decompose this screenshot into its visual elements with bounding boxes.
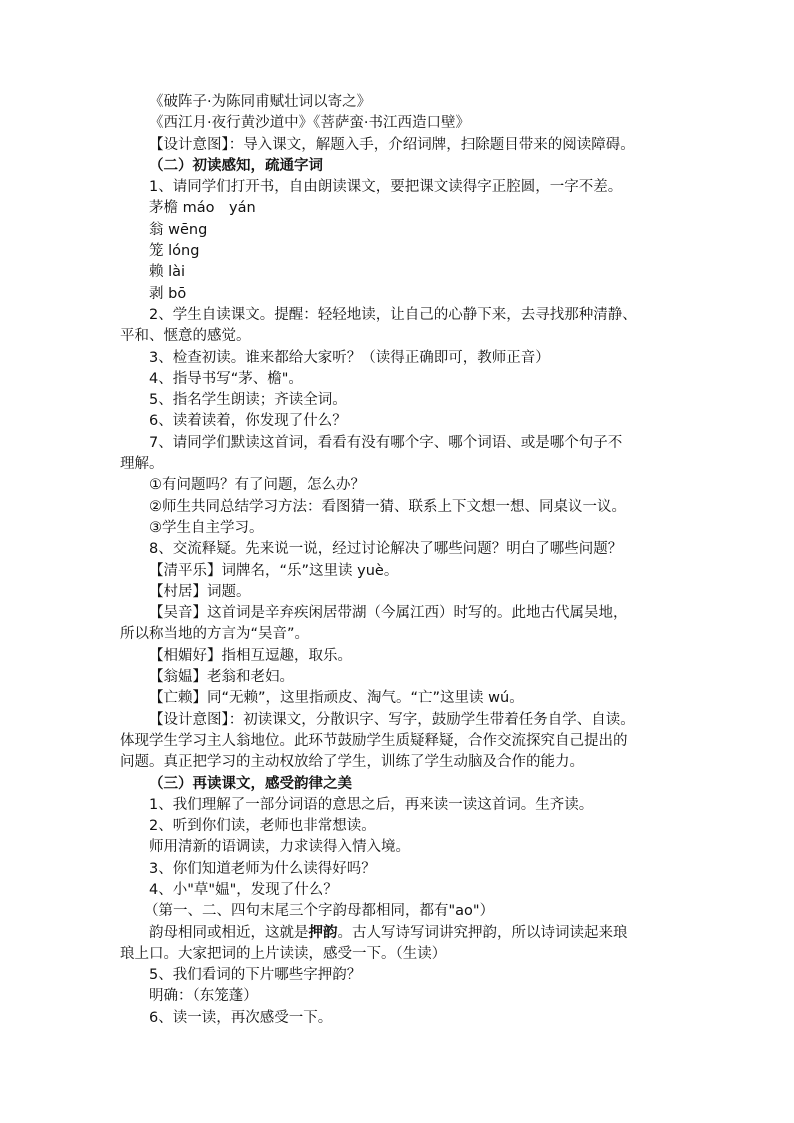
- step-8: 8、交流释疑。先来说一说，经过讨论解决了哪些问题？明白了哪些问题？: [149, 541, 623, 558]
- section-heading-3: （三）再读课文，感受韵律之美: [149, 775, 352, 792]
- rhyme-explanation: [120, 923, 680, 944]
- sub-step-2: ②师生共同总结学习方法：看图猜一猜、联系上下文想一想、同桌议一议。: [149, 498, 626, 515]
- step-6: 6、读着读着，你发现了什么？: [149, 413, 347, 430]
- design-intent-2: 【设计意图】：初读课文，分散识字、写字，鼓励学生带着任务自学、自读。: [149, 711, 635, 728]
- step-3: 3、检查初读。谁来都给大家听？（读得正确即可，教师正音）: [149, 349, 550, 366]
- step-7: 7、请同学们默读这首词，看看有没有哪个字、哪个词语、或是哪个句子不: [149, 434, 623, 451]
- rhyme-term: 押韵: [308, 924, 338, 941]
- vocab-item: 茅檐 máo yán: [149, 200, 256, 217]
- sub-step-3: ③学生自主学习。: [149, 519, 264, 536]
- vocab-item: 翁 wēng: [149, 221, 208, 238]
- gloss-item: 【清平乐】词牌名，“乐”这里读 yuè。: [149, 562, 399, 579]
- design-intent-2-cont: 问题。真正把学习的主动权放给了学生，训练了学生动脑及合作的能力。: [120, 754, 584, 771]
- gloss-item: 【相媚好】指相互逗趣，取乐。: [149, 647, 352, 664]
- gloss-item: 【村居】词题。: [149, 583, 251, 600]
- step-4: 4、指导书写“茅、檐"。: [149, 370, 303, 387]
- step-3-1: 1、我们理解了一部分词语的意思之后，再来读一读这首词。生齐读。: [149, 796, 594, 813]
- step-5: 5、指名学生朗读；齐读全词。: [149, 392, 347, 409]
- rhyme-text-b: 。古人写诗写词讲究押韵，所以诗词读起来琅: [337, 924, 628, 941]
- gloss-item: 【吴音】这首词是辛弃疾闲居带湖（今属江西）时写的。此地古代属吴地，: [149, 605, 628, 622]
- poem-title-2: 《西江月·夜行黄沙道中》《菩萨蛮·书江西造口壁》: [149, 115, 470, 132]
- step-2-cont: 平和、惬意的感觉。: [120, 328, 251, 345]
- step-3-5-answer: 明确：（东笼蓬）: [149, 988, 258, 1005]
- step-3-6: 6、读一读，再次感受一下。: [149, 1009, 333, 1026]
- design-intent-1: 【设计意图】：导入课文，解题入手，介绍词牌，扫除题目带来的阅读障碍。: [149, 136, 635, 153]
- rhyme-text-a: 韵母相同或相近，这就是: [149, 924, 309, 941]
- vocab-item: 笼 lóng: [149, 243, 200, 260]
- step-3-4: 4、小"草"媪"，发现了什么？: [149, 881, 338, 898]
- sub-step-1: ①有问题吗？有了问题，怎么办？: [149, 477, 365, 494]
- gloss-item: 【亡赖】同“无赖”，这里指顽皮、淘气。“亡”这里读 wú。: [149, 690, 524, 707]
- step-3-5: 5、我们看词的下片哪些字押韵？: [149, 967, 362, 984]
- gloss-item-cont: 所以称当地的方言为“吴音”。: [120, 626, 310, 643]
- step-3-2: 2、听到你们读，老师也非常想读。: [149, 818, 376, 835]
- step-3-2-note: 师用清新的语调读，力求读得入情入境。: [149, 839, 410, 856]
- section-heading-2: （二）初读感知，疏通字词: [149, 157, 323, 174]
- step-1: 1、请同学们打开书，自由朗读课文，要把课文读得字正腔圆，一字不差。: [149, 179, 623, 196]
- vocab-item: 赖 lài: [149, 264, 186, 281]
- vocab-item: 剥 bō: [149, 285, 187, 302]
- step-7-cont: 理解。: [120, 456, 164, 473]
- lesson-plan-body: [120, 92, 680, 1029]
- step-3-3: 3、你们知道老师为什么读得好吗？: [149, 860, 376, 877]
- design-intent-2-cont: 体现学生学习主人翁地位。此环节鼓励学生质疑释疑，合作交流探究自己提出的: [120, 732, 628, 749]
- step-3-4-answer: （第一、二、四句末尾三个字韵母都相同，都有"ao"）: [144, 903, 495, 920]
- step-2: 2、学生自读课文。提醒：轻轻地读，让自己的心静下来，去寻找那种清静、: [149, 306, 637, 323]
- poem-title-1: 《破阵子·为陈同甫赋壮词以寄之》: [149, 94, 372, 110]
- rhyme-explanation-cont: 琅上口。大家把词的上片读读，感受一下。（生读）: [120, 945, 447, 962]
- gloss-item: 【翁媪】老翁和老妇。: [149, 669, 294, 686]
